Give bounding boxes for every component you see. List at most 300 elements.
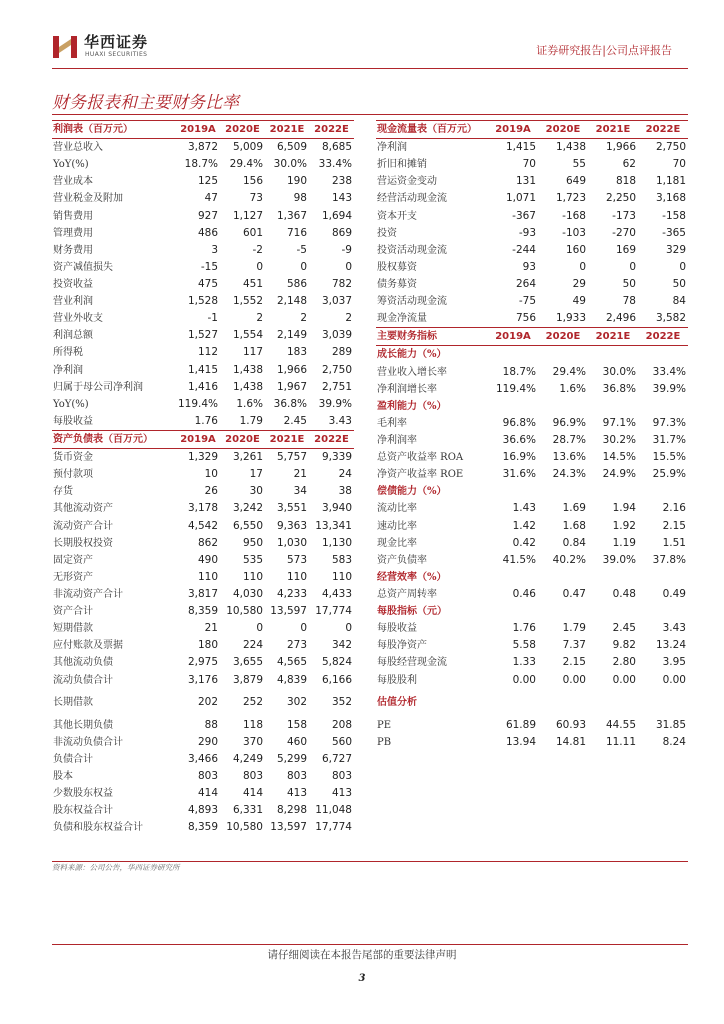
cell-value: 586 bbox=[286, 278, 307, 291]
cell-value: 119.4% bbox=[177, 397, 218, 410]
row-label: 少数股东权益 bbox=[53, 788, 113, 800]
row-label: 资产减值损失 bbox=[53, 261, 113, 273]
cell-value: 36.8% bbox=[602, 382, 636, 395]
table-row bbox=[376, 734, 688, 751]
cell-value: 156 bbox=[242, 175, 263, 188]
row-label: 净利润率 bbox=[377, 435, 417, 447]
cell-value: 30.0% bbox=[602, 365, 636, 378]
table-row bbox=[52, 242, 354, 259]
cell-value: -244 bbox=[512, 243, 536, 256]
cell-value: 55 bbox=[572, 158, 586, 171]
empty-cell bbox=[488, 689, 538, 717]
table-row bbox=[376, 637, 688, 654]
cell-value: 17,774 bbox=[315, 605, 352, 618]
cell-value: 13,597 bbox=[270, 605, 307, 618]
empty-cell bbox=[638, 398, 688, 415]
cell-value: 110 bbox=[286, 570, 307, 583]
table-row bbox=[52, 276, 354, 293]
cell-value: 119.4% bbox=[495, 382, 536, 395]
row-label: 利润总额 bbox=[53, 330, 93, 342]
row-label: 股权募资 bbox=[377, 261, 417, 273]
empty-cell bbox=[538, 603, 588, 620]
cell-value: 1,527 bbox=[187, 329, 218, 342]
cell-value: 0.47 bbox=[562, 588, 586, 600]
cell-value: 13.6% bbox=[552, 451, 586, 464]
row-label: 资产负债表（百万元） bbox=[52, 430, 176, 448]
cell-value: 716 bbox=[286, 226, 307, 239]
cell-value: 8.24 bbox=[662, 735, 686, 748]
row-label: 非流动负债合计 bbox=[53, 736, 123, 748]
cell-value: 1.6% bbox=[236, 397, 263, 410]
cell-value: 2020E bbox=[538, 121, 588, 139]
cell-value: 2 bbox=[300, 312, 307, 325]
cell-value: -168 bbox=[562, 209, 586, 222]
cell-value: 2021E bbox=[588, 121, 638, 139]
row-label: 主要财务指标 bbox=[376, 328, 488, 346]
cell-value: 1,367 bbox=[276, 209, 307, 222]
cell-value: 49 bbox=[572, 295, 586, 308]
cell-value: 93 bbox=[522, 260, 536, 273]
row-label: 投资活动现金流 bbox=[377, 244, 447, 256]
cell-value: 29 bbox=[572, 278, 586, 291]
cell-value: 803 bbox=[197, 769, 218, 782]
table-row bbox=[52, 654, 354, 671]
row-label: YoY(%) bbox=[53, 159, 89, 171]
cell-value: 1,438 bbox=[555, 141, 586, 154]
cell-value: 28.7% bbox=[552, 434, 586, 447]
cell-value: 5.58 bbox=[512, 639, 536, 652]
cell-value: 9,363 bbox=[276, 519, 307, 532]
table-row bbox=[52, 717, 354, 734]
empty-cell bbox=[488, 603, 538, 620]
cell-value: 1,130 bbox=[321, 536, 352, 549]
cell-value: 25.9% bbox=[652, 468, 686, 481]
cell-value: 9.82 bbox=[612, 639, 636, 652]
empty-cell bbox=[638, 603, 688, 620]
row-label: 货币资金 bbox=[53, 452, 93, 464]
cell-value: -367 bbox=[512, 209, 536, 222]
table-row bbox=[52, 500, 354, 517]
key-ratios-header bbox=[376, 328, 688, 346]
cell-value: 950 bbox=[242, 536, 263, 549]
cell-value: 30 bbox=[249, 485, 263, 498]
table-row bbox=[52, 637, 354, 654]
cell-value: 143 bbox=[331, 192, 352, 205]
cell-value: 0 bbox=[256, 622, 263, 635]
cell-value: 1.92 bbox=[612, 519, 636, 532]
cell-value: 2.15 bbox=[562, 656, 586, 669]
cell-value: 3,178 bbox=[187, 502, 218, 515]
cell-value: 16.9% bbox=[502, 451, 536, 464]
table-row bbox=[52, 156, 354, 173]
row-label: 每股收益 bbox=[53, 415, 93, 427]
cell-value: 460 bbox=[286, 735, 307, 748]
cell-value: 73 bbox=[249, 192, 263, 205]
cell-value: 342 bbox=[331, 639, 352, 652]
cell-value: 110 bbox=[331, 570, 352, 583]
row-label: 投资收益 bbox=[53, 279, 93, 291]
cell-value: 290 bbox=[197, 735, 218, 748]
cell-value: 413 bbox=[286, 787, 307, 800]
cell-value: 2020E bbox=[538, 328, 588, 346]
cell-value: 6,509 bbox=[276, 141, 307, 154]
row-label: 每股指标（元） bbox=[377, 606, 447, 618]
cell-value: 4,893 bbox=[187, 804, 218, 817]
cell-value: 112 bbox=[197, 346, 218, 359]
cell-value: 0 bbox=[256, 260, 263, 273]
table-row bbox=[376, 449, 688, 466]
cell-value: 13.24 bbox=[655, 639, 686, 652]
cell-value: 117 bbox=[242, 346, 263, 359]
cell-value: 1,181 bbox=[655, 175, 686, 188]
cell-value: 3,655 bbox=[232, 656, 263, 669]
row-label: 其他流动资产 bbox=[53, 503, 113, 515]
table-row bbox=[376, 276, 688, 293]
cell-value: 2019A bbox=[176, 121, 220, 139]
cell-value: 34 bbox=[293, 485, 307, 498]
cell-value: 2,496 bbox=[605, 312, 636, 325]
cell-value: 97.1% bbox=[602, 416, 636, 429]
legal-notice: 请仔细阅读在本报告尾部的重要法律声明 bbox=[267, 949, 457, 961]
cell-value: 2,751 bbox=[321, 380, 352, 393]
cell-value: 41.5% bbox=[502, 553, 536, 566]
report-type: 证券研究报告|公司点评报告 bbox=[536, 44, 672, 57]
cell-value: -158 bbox=[662, 209, 686, 222]
cell-value: 0 bbox=[300, 260, 307, 273]
empty-cell bbox=[638, 346, 688, 364]
row-label: 财务费用 bbox=[53, 244, 93, 256]
cell-value: 264 bbox=[515, 278, 536, 291]
cell-value: 4,433 bbox=[321, 588, 352, 600]
cell-value: -103 bbox=[562, 226, 586, 239]
cell-value: 47 bbox=[204, 192, 218, 205]
cell-value: 96.8% bbox=[502, 416, 536, 429]
cell-value: 10 bbox=[204, 468, 218, 481]
cell-value: 97.3% bbox=[652, 416, 686, 429]
cell-value: 1,071 bbox=[505, 192, 536, 205]
empty-cell bbox=[488, 346, 538, 364]
cell-value: 7.37 bbox=[562, 639, 586, 652]
cell-value: 3,466 bbox=[187, 752, 218, 765]
cell-value: 0.00 bbox=[612, 673, 636, 686]
row-label: 营业利润 bbox=[53, 296, 93, 308]
row-label: 经营活动现金流 bbox=[377, 193, 447, 205]
table-row bbox=[52, 327, 354, 344]
row-label: 净资产收益率 ROE bbox=[377, 469, 464, 481]
cell-value: 37.8% bbox=[652, 553, 686, 566]
cell-value: 169 bbox=[615, 243, 636, 256]
cell-value: -365 bbox=[662, 226, 686, 239]
row-label: 成长能力（%） bbox=[377, 349, 447, 361]
cell-value: 3,551 bbox=[276, 502, 307, 515]
cell-value: 190 bbox=[286, 175, 307, 188]
cell-value: 0 bbox=[300, 622, 307, 635]
cell-value: 1,967 bbox=[276, 380, 307, 393]
row-label: 应付账款及票据 bbox=[53, 640, 123, 652]
cell-value: 1.19 bbox=[612, 536, 636, 549]
empty-cell bbox=[588, 346, 638, 364]
cell-value: 6,166 bbox=[321, 673, 352, 686]
table-row bbox=[376, 518, 688, 535]
huaxi-logo-icon bbox=[52, 34, 78, 60]
cell-value: 1,329 bbox=[187, 451, 218, 464]
cell-value: 26 bbox=[204, 485, 218, 498]
row-label: 资本开支 bbox=[377, 210, 417, 222]
row-label: 债务募资 bbox=[377, 279, 417, 291]
cell-value: 1.43 bbox=[512, 502, 536, 515]
cell-value: -93 bbox=[518, 226, 536, 239]
cell-value: 17 bbox=[249, 468, 263, 481]
cell-value: 15.5% bbox=[652, 451, 686, 464]
cash-flow-header bbox=[376, 121, 688, 139]
table-row bbox=[52, 819, 354, 836]
row-label: PB bbox=[377, 736, 392, 748]
cell-value: 70 bbox=[672, 158, 686, 171]
row-label: 无形资产 bbox=[53, 571, 93, 583]
table-row bbox=[376, 415, 688, 432]
table-row bbox=[52, 225, 354, 242]
cell-value: 1,933 bbox=[555, 312, 586, 325]
cell-value: 1.42 bbox=[512, 519, 536, 532]
cell-value: 0.00 bbox=[562, 673, 586, 686]
row-label: 净利润增长率 bbox=[377, 383, 437, 395]
footer-divider bbox=[52, 944, 688, 945]
cell-value: 803 bbox=[331, 769, 352, 782]
cell-value: 31.7% bbox=[652, 434, 686, 447]
cell-value: 18.7% bbox=[184, 158, 218, 171]
cell-value: 486 bbox=[197, 226, 218, 239]
table-row bbox=[52, 552, 354, 569]
cell-value: 1,554 bbox=[232, 329, 263, 342]
cell-value: 2020E bbox=[220, 121, 265, 139]
table-row bbox=[376, 242, 688, 259]
cell-value: 224 bbox=[242, 639, 263, 652]
cell-value: 5,824 bbox=[321, 656, 352, 669]
row-label: 速动比率 bbox=[377, 520, 417, 532]
cell-value: -5 bbox=[296, 243, 307, 256]
cell-value: 2 bbox=[345, 312, 352, 325]
row-label: 营业总收入 bbox=[53, 142, 103, 154]
cell-value: 17,774 bbox=[315, 821, 352, 834]
header-divider bbox=[52, 68, 688, 69]
cell-value: 38 bbox=[338, 485, 352, 498]
cell-value: 2 bbox=[256, 312, 263, 325]
cell-value: 3,872 bbox=[187, 141, 218, 154]
cell-value: 782 bbox=[331, 278, 352, 291]
table-row bbox=[376, 208, 688, 225]
cell-value: 160 bbox=[565, 243, 586, 256]
row-label: 流动负债合计 bbox=[53, 674, 113, 686]
cell-value: -15 bbox=[200, 260, 218, 273]
cell-value: 2,975 bbox=[187, 656, 218, 669]
row-label: 营业收入增长率 bbox=[377, 366, 447, 378]
cell-value: 3 bbox=[211, 243, 218, 256]
cell-value: 0.00 bbox=[512, 673, 536, 686]
cell-value: 6,331 bbox=[232, 804, 263, 817]
empty-cell bbox=[538, 398, 588, 415]
cell-value: 3,039 bbox=[321, 329, 352, 342]
title-divider bbox=[52, 114, 688, 115]
row-label: 股本 bbox=[53, 770, 73, 782]
cell-value: 413 bbox=[331, 787, 352, 800]
cell-value: 1,127 bbox=[232, 209, 263, 222]
cell-value: 1,552 bbox=[232, 295, 263, 308]
row-label: 筹资活动现金流 bbox=[377, 296, 447, 308]
cell-value: 6,727 bbox=[321, 752, 352, 765]
cell-value: 3,242 bbox=[232, 502, 263, 515]
cell-value: 1,723 bbox=[555, 192, 586, 205]
cell-value: 33.4% bbox=[318, 158, 352, 171]
cell-value: 0.42 bbox=[512, 536, 536, 549]
cell-value: 50 bbox=[622, 278, 636, 291]
cell-value: 118 bbox=[242, 718, 263, 731]
row-label: 现金流量表（百万元） bbox=[376, 121, 488, 139]
cell-value: 1.51 bbox=[662, 536, 686, 549]
cell-value: 3,582 bbox=[655, 312, 686, 325]
cell-value: 3,261 bbox=[232, 451, 263, 464]
cell-value: -75 bbox=[518, 295, 536, 308]
cell-value: 1,438 bbox=[232, 380, 263, 393]
table-row bbox=[52, 362, 354, 379]
cell-value: 1.69 bbox=[562, 502, 586, 515]
empty-cell bbox=[588, 603, 638, 620]
row-label: 归属于母公司净利润 bbox=[53, 381, 143, 393]
empty-cell bbox=[588, 398, 638, 415]
row-label: 经营效率（%） bbox=[377, 571, 447, 583]
cell-value: 18.7% bbox=[502, 365, 536, 378]
cell-value: 0 bbox=[345, 622, 352, 635]
cell-value: 11,048 bbox=[315, 804, 352, 817]
row-label: 每股收益 bbox=[377, 623, 417, 635]
cell-value: 2,250 bbox=[605, 192, 636, 205]
row-label: 现金净流量 bbox=[377, 313, 427, 325]
cell-value: 2022E bbox=[309, 430, 354, 448]
cell-value: 8,359 bbox=[187, 605, 218, 618]
cell-value: 208 bbox=[331, 718, 352, 731]
row-label: PE bbox=[377, 719, 392, 731]
cell-value: 10,580 bbox=[226, 821, 263, 834]
row-label: 流动比率 bbox=[377, 503, 417, 515]
table-row bbox=[376, 293, 688, 310]
cell-value: 414 bbox=[197, 787, 218, 800]
cell-value: 2022E bbox=[638, 328, 688, 346]
table-row bbox=[376, 259, 688, 276]
cell-value: 1,694 bbox=[321, 209, 352, 222]
cell-value: 560 bbox=[331, 735, 352, 748]
cell-value: 927 bbox=[197, 209, 218, 222]
table-row bbox=[376, 381, 688, 398]
cell-value: -9 bbox=[341, 243, 352, 256]
cell-value: 289 bbox=[331, 346, 352, 359]
cell-value: 3.95 bbox=[662, 656, 686, 669]
cell-value: 14.81 bbox=[555, 735, 586, 748]
cell-value: 13,341 bbox=[315, 519, 352, 532]
cell-value: 252 bbox=[242, 696, 263, 709]
cell-value: 573 bbox=[286, 553, 307, 566]
cell-value: 5,299 bbox=[276, 752, 307, 765]
balance-sheet-header bbox=[52, 430, 354, 448]
cell-value: 2,148 bbox=[276, 295, 307, 308]
cell-value: 4,565 bbox=[276, 656, 307, 669]
cell-value: 21 bbox=[204, 622, 218, 635]
ratio-group-title bbox=[376, 346, 688, 364]
row-label: 负债和股东权益合计 bbox=[53, 822, 143, 834]
cell-value: 2.45 bbox=[283, 414, 307, 427]
empty-cell bbox=[538, 689, 588, 717]
empty-cell bbox=[488, 398, 538, 415]
cell-value: 1,438 bbox=[232, 363, 263, 376]
cell-value: 39.9% bbox=[652, 382, 686, 395]
table-row bbox=[376, 654, 688, 671]
cell-value: 10,580 bbox=[226, 605, 263, 618]
row-label: YoY(%) bbox=[53, 398, 89, 410]
row-label: 固定资产 bbox=[53, 554, 93, 566]
table-row bbox=[52, 396, 354, 413]
row-label: 短期借款 bbox=[53, 623, 93, 635]
row-label: 偿债能力（%） bbox=[377, 486, 447, 498]
ratio-group-title bbox=[376, 483, 688, 500]
cell-value: 803 bbox=[286, 769, 307, 782]
cell-value: 803 bbox=[242, 769, 263, 782]
empty-cell bbox=[538, 569, 588, 586]
cell-value: 2.80 bbox=[612, 656, 636, 669]
cell-value: 78 bbox=[622, 295, 636, 308]
cell-value: 31.85 bbox=[655, 718, 686, 731]
cell-value: 0.49 bbox=[662, 588, 686, 600]
cell-value: 13,597 bbox=[270, 821, 307, 834]
row-label: 总资产周转率 bbox=[377, 589, 437, 600]
cell-value: 2019A bbox=[176, 430, 220, 448]
cell-value: 3,176 bbox=[187, 673, 218, 686]
cell-value: 8,359 bbox=[187, 821, 218, 834]
row-label: 流动资产合计 bbox=[53, 520, 113, 532]
row-label: 净利润 bbox=[53, 364, 83, 376]
row-label: 每股股利 bbox=[377, 674, 417, 686]
row-label: 营业成本 bbox=[53, 176, 93, 188]
cell-value: 3,879 bbox=[232, 673, 263, 686]
cell-value: 1.79 bbox=[562, 622, 586, 635]
cell-value: 0.46 bbox=[512, 588, 536, 600]
table-row bbox=[52, 413, 354, 431]
empty-cell bbox=[638, 689, 688, 717]
cell-value: 2,149 bbox=[276, 329, 307, 342]
cell-value: 4,249 bbox=[232, 752, 263, 765]
table-row bbox=[376, 139, 688, 157]
cell-value: 2,750 bbox=[655, 141, 686, 154]
table-row bbox=[376, 190, 688, 207]
row-label: 利润表（百万元） bbox=[52, 121, 176, 139]
row-label: 营运资金变动 bbox=[377, 176, 437, 188]
cell-value: 1.33 bbox=[512, 656, 536, 669]
cell-value: 2019A bbox=[488, 121, 538, 139]
empty-cell bbox=[488, 569, 538, 586]
table-row bbox=[52, 344, 354, 361]
cell-value: 3,817 bbox=[187, 588, 218, 600]
cell-value: 475 bbox=[197, 278, 218, 291]
cell-value: 96.9% bbox=[552, 416, 586, 429]
cell-value: 24.9% bbox=[602, 468, 636, 481]
cell-value: 4,030 bbox=[232, 588, 263, 600]
row-label: 长期借款 bbox=[53, 697, 93, 709]
ratio-group-title bbox=[376, 569, 688, 586]
empty-cell bbox=[638, 569, 688, 586]
empty-cell bbox=[588, 689, 638, 717]
table-row bbox=[376, 466, 688, 483]
cell-value: 36.6% bbox=[502, 434, 536, 447]
cell-value: 2020E bbox=[220, 430, 265, 448]
cell-value: 583 bbox=[331, 553, 352, 566]
table-row bbox=[52, 466, 354, 483]
